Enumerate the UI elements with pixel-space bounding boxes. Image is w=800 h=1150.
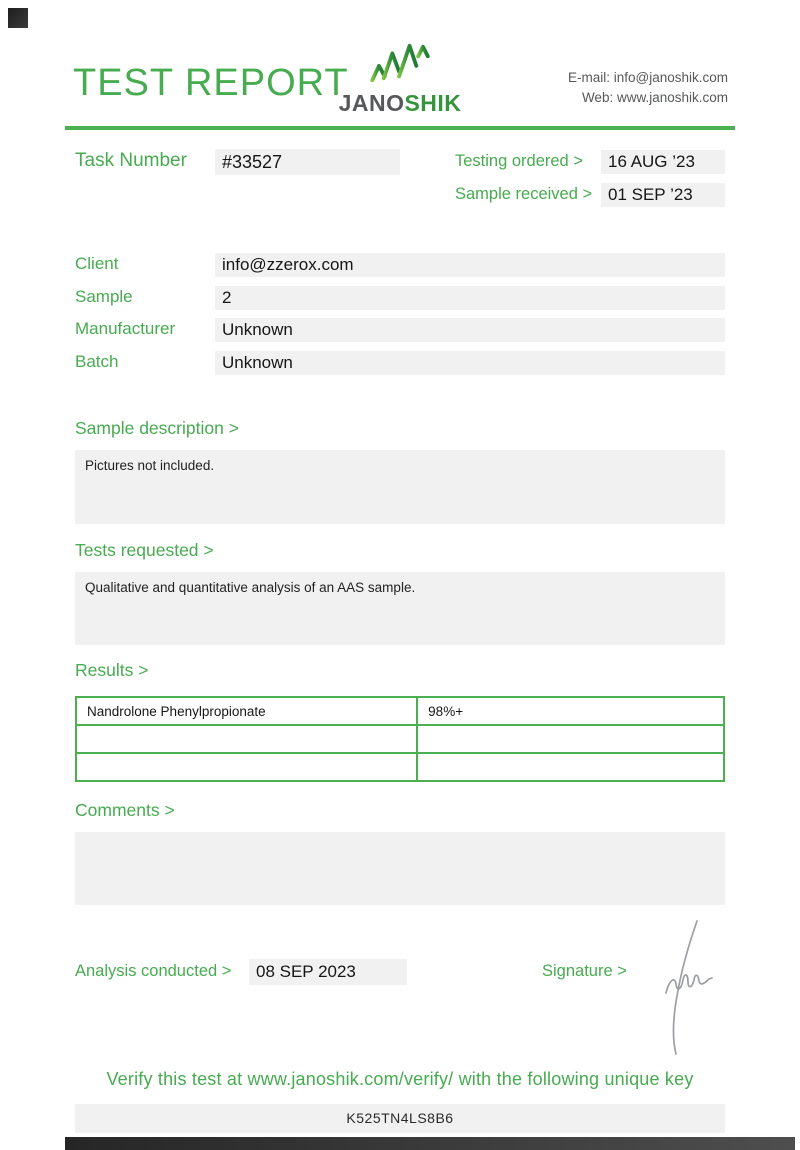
result-substance-cell bbox=[76, 725, 417, 753]
contact-web-line bbox=[568, 88, 728, 108]
testing-ordered-value: 16 AUG ’23 bbox=[601, 150, 725, 174]
logo-text-jano: JANO bbox=[338, 90, 405, 116]
signature-scribble bbox=[640, 918, 720, 1063]
contact-email-line bbox=[568, 68, 728, 88]
sample-description-box: Pictures not included. bbox=[75, 450, 725, 524]
sample-value: 2 bbox=[215, 286, 725, 310]
analysis-conducted-label: Analysis conducted > bbox=[75, 962, 232, 980]
testing-ordered-label: Testing ordered > bbox=[455, 152, 583, 170]
client-label: Client bbox=[75, 254, 119, 273]
result-substance-cell: Nandrolone Phenylpropionate bbox=[76, 697, 417, 725]
header-divider bbox=[65, 126, 735, 130]
result-value-cell: 98%+ bbox=[417, 697, 724, 725]
batch-value: Unknown bbox=[215, 351, 725, 375]
sample-received-label: Sample received > bbox=[455, 185, 593, 203]
email-value: info@janoshik.com bbox=[613, 70, 728, 85]
corner-mark bbox=[8, 8, 28, 28]
web-label: Web: bbox=[581, 90, 617, 105]
unique-key-value: K525TN4LS8B6 bbox=[75, 1104, 725, 1133]
results-row bbox=[76, 753, 724, 781]
sample-label: Sample bbox=[75, 287, 133, 306]
batch-label: Batch bbox=[75, 352, 119, 371]
client-value: info@zzerox.com bbox=[215, 253, 725, 277]
result-substance-cell bbox=[76, 753, 417, 781]
tests-requested-box: Qualitative and quantitative analysis of an AAS sample. bbox=[75, 572, 725, 645]
results-row bbox=[76, 697, 724, 725]
results-row bbox=[76, 725, 724, 753]
result-value-cell bbox=[417, 725, 724, 753]
manufacturer-label: Manufacturer bbox=[75, 319, 176, 338]
results-heading: Results > bbox=[75, 660, 149, 680]
tests-requested-heading: Tests requested > bbox=[75, 540, 214, 560]
email-label: E-mail: bbox=[567, 70, 614, 85]
contact-block bbox=[568, 68, 728, 108]
analysis-conducted-value: 08 SEP 2023 bbox=[249, 959, 407, 985]
comments-heading: Comments > bbox=[75, 800, 175, 820]
sample-received-value: 01 SEP ’23 bbox=[601, 183, 725, 207]
logo-wordmark bbox=[339, 90, 462, 117]
manufacturer-value: Unknown bbox=[215, 318, 725, 342]
task-number-value: #33527 bbox=[215, 149, 400, 175]
verify-instruction: Verify this test at www.janoshik.com/verify/ with the following unique key bbox=[106, 1069, 694, 1089]
growth-chart-icon bbox=[369, 40, 431, 89]
web-value: www.janoshik.com bbox=[616, 90, 728, 105]
task-number-label: Task Number bbox=[75, 150, 187, 171]
results-table bbox=[75, 696, 725, 782]
result-value-cell bbox=[417, 753, 724, 781]
janoshik-logo bbox=[338, 40, 462, 117]
sample-description-heading: Sample description > bbox=[75, 418, 239, 438]
logo-text-shik: SHIK bbox=[404, 90, 462, 116]
footer-bar bbox=[65, 1137, 795, 1150]
comments-box bbox=[75, 832, 725, 905]
page-title: TEST REPORT bbox=[73, 62, 349, 104]
signature-label: Signature > bbox=[542, 962, 627, 980]
